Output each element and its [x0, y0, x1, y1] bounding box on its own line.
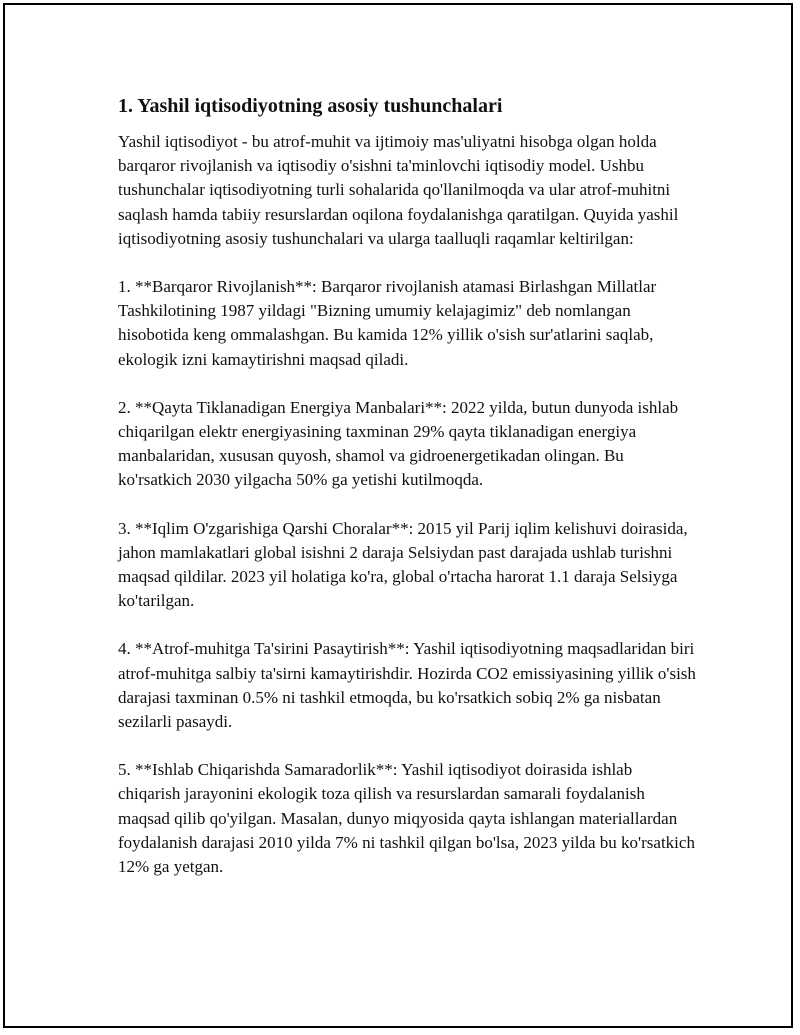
paragraph-sustainable-development: 1. **Barqaror Rivojlanish**: Barqaror rivojlanish atamasi Birlashgan Millatlar Tashkilotining 1987 yildagi "Bizning umumiy kelajagimiz" deb nomlangan hisobotida keng ommalashgan. Bu kamida 12% yillik o'sish sur'atlarini saqlab, ekologik izni kamaytirishni maqsad qiladi.	[118, 277, 657, 369]
intro-paragraph: Yashil iqtisodiyot - bu atrof-muhit va ijtimoiy mas'uliyatni hisobga olgan holda barqaror rivojlanish va iqtisodiy o'sishni ta'minlovchi iqtisodiy model. Ushbu tushunchalar iqtisodiyotning turli sohalarida qo'llanilmoqda va ular atrof-muhitni saqlash hamda tabiiy resurslardan oqilona foydalanishga qaratilgan. Quyida yashil iqtisodiyotning asosiy tushunchalari va ularga taalluqli raqamlar keltirilgan:	[118, 132, 679, 248]
paragraph-climate-change: 3. **Iqlim O'zgarishiga Qarshi Choralar**: 2015 yil Parij iqlim kelishuvi doirasida, jahon mamlakatlari global isishni 2 daraja Selsiydan past darajada ushlab turishni maqsad qildilar. 2023 yil holatiga ko'ra, global o'rtacha harorat 1.1 daraja Selsiyga ko'tarilgan.	[118, 518, 688, 611]
section-heading: 1. Yashil iqtisodiyotning asosiy tushunchalari	[118, 95, 503, 117]
paragraph-production-efficiency: 5. **Ishlab Chiqarishda Samaradorlik**: Yashil iqtisodiyot doirasida ishlab chiqarish jarayonini ekologik toza qilish va resurslardan samarali foydalanish maqsad qilib qo'yilgan. Masalan, dunyo miqyosida qayta ishlangan materiallardan foydalanish darajasi 2010 yilda 7% ni tashkil qilgan bo'lsa, 2023 yilda bu ko'rsatkich 12% ga yetgan.	[118, 760, 695, 877]
paragraph-environmental-impact: 4. **Atrof-muhitga Ta'sirini Pasaytirish**: Yashil iqtisodiyotning maqsadlaridan biri atrof-muhitga salbiy ta'sirni kamaytirishdir. Hozirda CO2 emissiyasining yillik o'sish darajasi taxminan 0.5% ni tashkil etmoqda, bu ko'rsatkich sobiq 2% ga nisbatan sezilarli pasaydi.	[118, 639, 696, 732]
paragraph-renewable-energy: 2. **Qayta Tiklanadigan Energiya Manbalari**: 2022 yilda, butun dunyoda ishlab chiqarilgan elektr energiyasining taxminan 29% qayta tiklanadigan energiya manbalaridan, xususan quyosh, shamol va gidroenergetikadan olingan. Bu ko'rsatkich 2030 yilgacha 50% ga yetishi kutilmoqda.	[118, 397, 679, 490]
document-body	[118, 92, 698, 903]
